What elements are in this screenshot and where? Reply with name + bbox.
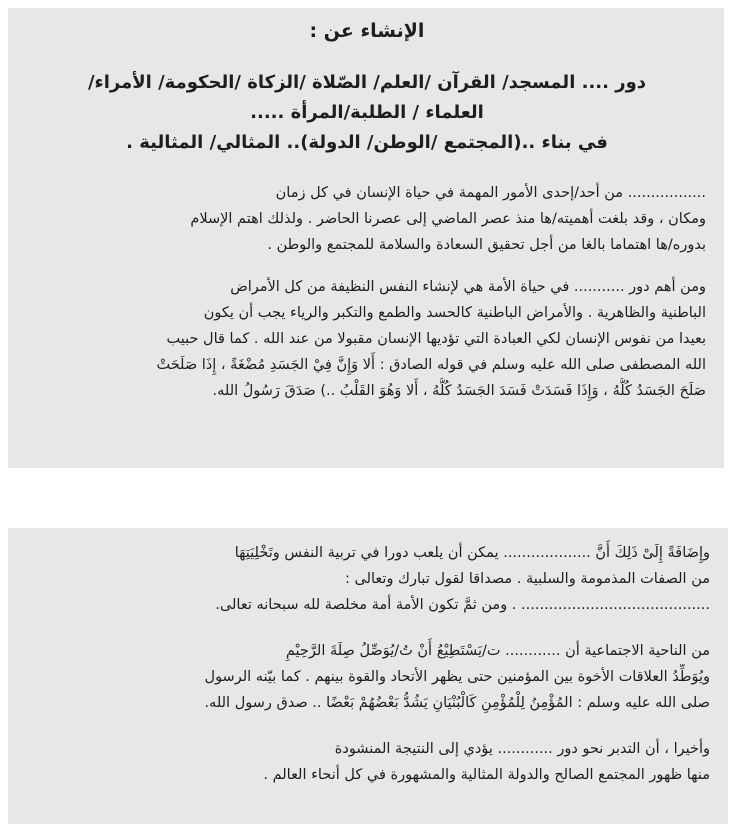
topics-line-3: في بناء ..(المجتمع /الوطن/ الدولة).. المثالي/ المثالية . <box>126 132 608 153</box>
spiritual-role-paragraph <box>28 274 706 404</box>
text-line: ومكان ، وقد بلغت أهميته/ها منذ عصر الماضي إلى عصرنا الحاضر . ولذلك اهتم الإسلام <box>190 211 706 227</box>
essay-template-part-2 <box>8 528 728 824</box>
intro-paragraph <box>28 180 706 258</box>
topics-line-2: العلماء / الطلبة/المرأة ..... <box>250 102 484 123</box>
text-line: بدوره/ها اهتماما بالغا من أجل تحقيق السعادة والسلامة للمجتمع والوطن . <box>267 237 706 253</box>
text-line: وإِضَافَةً إِلَىْ ذَلِكَ أَنَّ ................... يمكن أن يلعب دورا في تربية النفس وتَخْلِيَتِهَا <box>234 545 710 561</box>
essay-template-part-1 <box>8 8 724 468</box>
text-line: ومن أهم دور ........... في حياة الأمة هي لإنشاء النفس النظيفة من كل الأمراض <box>230 279 706 295</box>
text-line: ......................................... . ومن ثمَّ تكون الأمة أمة مخلصة لله سبحانه تعالى. <box>215 597 710 613</box>
essay-topics <box>28 68 706 158</box>
social-paragraph <box>28 638 710 716</box>
addition-paragraph <box>28 540 710 618</box>
text-line: من الصفات المذمومة والسلبية . مصداقا لقول تبارك وتعالى : <box>345 571 710 587</box>
text-line: الله المصطفى صلى الله عليه وسلم في قوله الصادق : أَلا وَإِنَّ فِيْ الجَسَدِ مُضْغَةً ، إِذَا صَلَحَتْ <box>156 357 706 373</box>
topics-line-1: دور .... المسجد/ القرآن /العلم/ الصّلاة /الزكاة /الحكومة/ الأمراء/ <box>87 72 647 93</box>
text-line: صلى الله عليه وسلم : المُؤْمِنُ لِلْمُؤْمِنِ كَالْبُنْيَانِ يَشُدُّ بَعْضُهُمْ بَعْضًا .. صدق رسول الله. <box>204 695 710 711</box>
text-line: الباطنية والظاهرية . والأمراض الباطنية كالحسد والطمع والتكبر والرياء يجب أن يكون <box>203 305 706 321</box>
text-line: منها ظهور المجتمع الصالح والدولة المثالية والمشهورة في كل أنحاء العالم . <box>263 767 710 783</box>
text-line: وأخيرا ، أن التدبر نحو دور ............ يؤدي إلى النتيجة المنشودة <box>334 741 710 757</box>
text-line: صَلَحَ الجَسَدُ كُلُّهُ ، وَإِذَا فَسَدَتْ فَسَدَ الجَسَدُ كُلُّهُ ، أَلا وَهُوَ القَلْبُ ..) صَدَقَ رَسُولُ الله. <box>212 383 706 399</box>
essay-heading: الإنشاء عن : <box>309 20 425 42</box>
text-line: من الناحية الاجتماعية أن ............ ت/يَسْتَطِيْعُ أَنْ تُ/يُوَصِّلُ صِلَةَ الرَّحِيْمِ <box>285 643 710 659</box>
conclusion-paragraph <box>28 736 710 788</box>
text-line: ويُوَطِّدُ العلاقات الأخوة بين المؤمنين حتى يظهر الأتحاد والقوة بينهم . كما بيّنه الرسول <box>204 669 710 685</box>
text-line: بعيدا من نفوس الإنسان لكي العبادة التي تؤديها الإنسان مقبولا من عند الله . كما قال حبيب <box>166 331 706 347</box>
text-line: ................. من أحد/إحدى الأمور المهمة في حياة الإنسان في كل زمان <box>275 185 706 201</box>
